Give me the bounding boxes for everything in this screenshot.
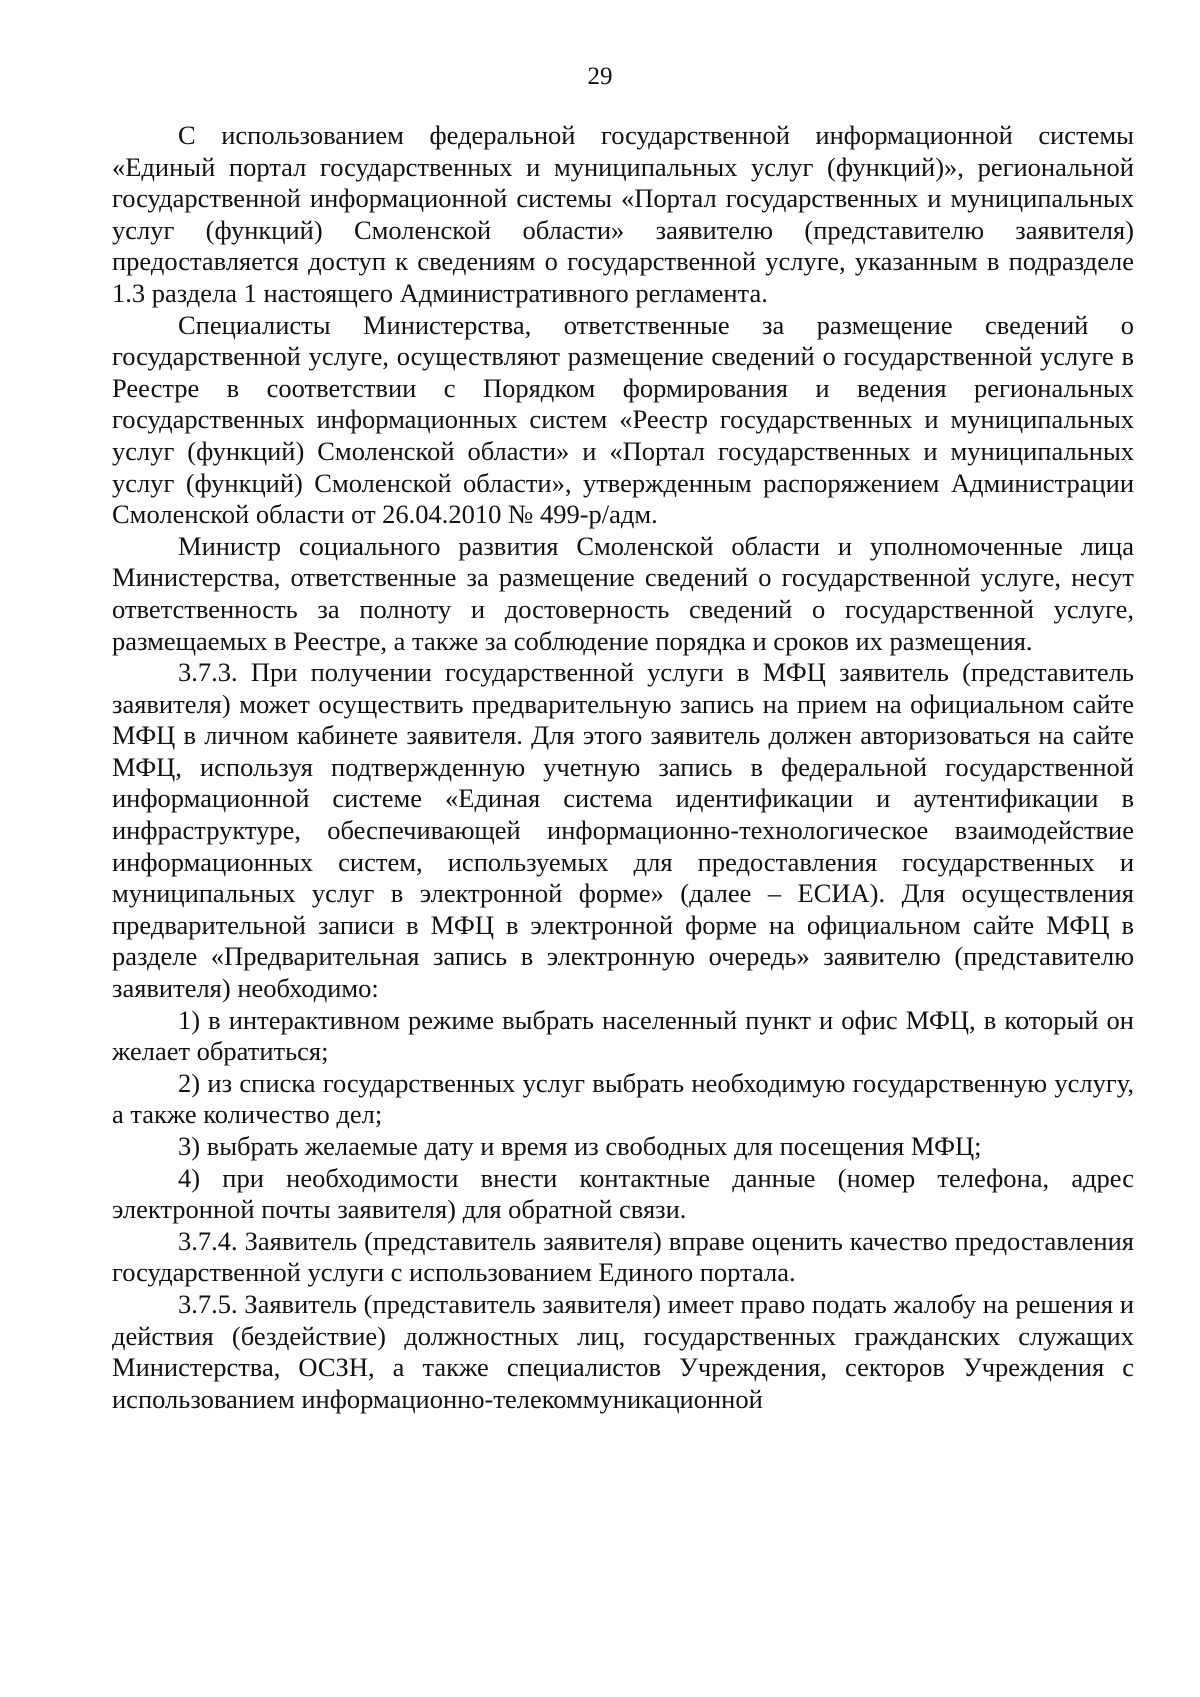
document-body [112, 120, 1134, 1415]
list-item-4: 4) при необходимости внести контактные данные (номер телефона, адрес электронной почты заявителя) для обратной связи. [112, 1162, 1134, 1225]
page-number: 29 [587, 63, 613, 90]
list-item-3: 3) выбрать желаемые дату и время из свободных для посещения МФЦ; [178, 1131, 982, 1161]
list-item-1: 1) в интерактивном режиме выбрать населенный пункт и офис МФЦ, в который он желает обратиться; [112, 1004, 1134, 1067]
paragraph-3-7-3: 3.7.3. При получении государственной услуги в МФЦ заявитель (представитель заявителя) может осуществить предварительную запись на прием на официальном сайте МФЦ в личном кабинете заявителя. Для этого заявитель должен авторизоваться на сайте МФЦ, используя подтвержденную учетную запись в федеральной государственной информационной системе «Единая система идентификации и аутентификации в инфраструктуре, обеспечивающей информационно-технологическое взаимодействие информационных систем, используемых для предоставления государственных и муниципальных услуг в электронной форме» (далее – ЕСИА). Для осуществления предварительной записи в МФЦ в электронной форме на официальном сайте МФЦ в разделе «Предварительная запись в электронную очередь» заявителю (представителю заявителя) необходимо: [112, 657, 1134, 1004]
paragraph-3-7-5: 3.7.5. Заявитель (представитель заявителя) имеет право подать жалобу на решения и действия (бездействие) должностных лиц, государственных гражданских служащих Министерства, ОСЗН, а также специалистов Учреждения, секторов Учреждения с использованием информационно-телекоммуникационной [112, 1288, 1134, 1414]
list-item-2: 2) из списка государственных услуг выбрать необходимую государственную услугу, а также количество дел; [112, 1067, 1134, 1130]
paragraph-3-7-4: 3.7.4. Заявитель (представитель заявителя) вправе оценить качество предоставления государственной услуги с использованием Единого портала. [112, 1225, 1134, 1288]
paragraph-registry-specialists: Специалисты Министерства, ответственные за размещение сведений о государственной услуге, осуществляют размещение сведений о государственной услуге в Реестре в соответствии с Порядком формирования и ведения региональных государственных информационных систем «Реестр государственных и муниципальных услуг (функций) Смоленской области» и «Портал государственных и муниципальных услуг (функций) Смоленской области», утвержденным распоряжением Администрации Смоленской области от 26.04.2010 № 499-р/адм. [112, 309, 1134, 530]
paragraph-portal-access: С использованием федеральной государственной информационной системы «Единый портал государственных и муниципальных услуг (функций)», региональной государственной информационной системы «Портал государственных и муниципальных услуг (функций) Смоленской области» заявителю (представителю заявителя) предоставляется доступ к сведениям о государственной услуге, указанным в подразделе 1.3 раздела 1 настоящего Административного регламента. [112, 120, 1134, 308]
paragraph-minister-responsibility: Министр социального развития Смоленской области и уполномоченные лица Министерства, ответственные за размещение сведений о государственной услуге, несут ответственность за полноту и достоверность сведений о государственной услуге, размещаемых в Реестре, а также за соблюдение порядка и сроков их размещения. [112, 530, 1134, 656]
